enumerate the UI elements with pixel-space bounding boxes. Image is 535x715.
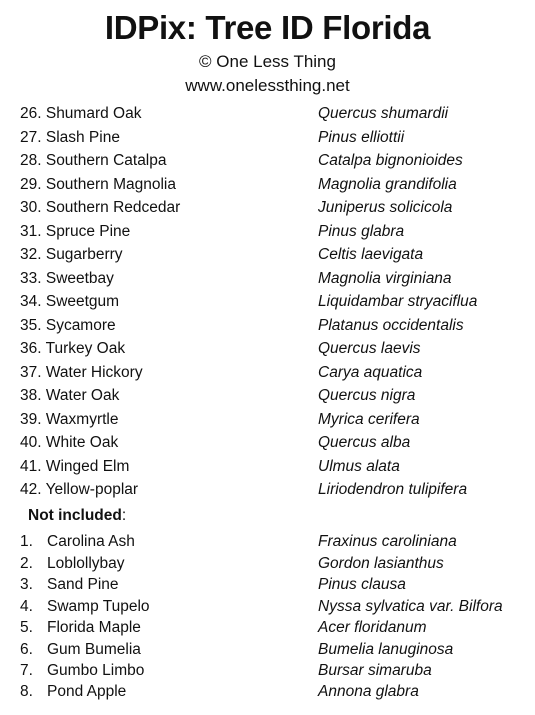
common-name: Gumbo Limbo: [47, 662, 145, 679]
scientific-name: Acer floridanum: [318, 619, 427, 636]
common-name: 34. Sweetgum: [20, 293, 120, 310]
common-name: 40. White Oak: [20, 434, 119, 451]
scientific-name: Pinus clausa: [318, 576, 406, 593]
list-item: [0, 616, 535, 640]
common-name: 33. Sweetbay: [20, 270, 114, 287]
item-number: 4.: [20, 598, 33, 615]
list-item: [0, 680, 535, 704]
common-name: Gum Bumelia: [47, 641, 141, 658]
common-name: Carolina Ash: [47, 533, 135, 550]
common-name: 38. Water Oak: [20, 387, 120, 404]
item-number: 8.: [20, 683, 33, 700]
list-item: [0, 149, 535, 173]
item-number: 2.: [20, 555, 33, 572]
list-item: [0, 530, 535, 554]
scientific-name: Quercus laevis: [318, 340, 421, 357]
scientific-name: Ulmus alata: [318, 458, 400, 475]
website-line: www.onelessthing.net: [185, 76, 350, 95]
list-item: [0, 408, 535, 432]
list-item: [0, 361, 535, 385]
scientific-name: Liriodendron tulipifera: [318, 481, 468, 498]
scientific-name: Quercus shumardii: [318, 105, 449, 122]
common-name: Florida Maple: [47, 619, 141, 636]
list-item: [0, 314, 535, 338]
common-name: 42. Yellow-poplar: [20, 481, 139, 498]
scientific-name: Magnolia grandifolia: [318, 176, 457, 193]
item-number: 3.: [20, 576, 33, 593]
list-item: [0, 243, 535, 267]
scientific-name: Nyssa sylvatica var. Bilfora: [318, 598, 503, 615]
scientific-name: Bumelia lanuginosa: [318, 641, 454, 658]
list-item: [0, 196, 535, 220]
common-name: Loblollybay: [47, 555, 125, 572]
common-name: 30. Southern Redcedar: [20, 199, 181, 216]
common-name: 37. Water Hickory: [20, 364, 143, 381]
list-item: [0, 384, 535, 408]
common-name: 36. Turkey Oak: [20, 340, 126, 357]
common-name: Sand Pine: [47, 576, 119, 593]
scientific-name: Catalpa bignonioides: [318, 152, 463, 169]
common-name: 35. Sycamore: [20, 317, 116, 334]
list-item: [0, 431, 535, 455]
scientific-name: Annona glabra: [318, 683, 419, 700]
scientific-name: Magnolia virginiana: [318, 270, 452, 287]
not-included-heading: Not included:: [28, 507, 127, 524]
common-name: 29. Southern Magnolia: [20, 176, 176, 193]
list-item: [0, 290, 535, 314]
scientific-name: Carya aquatica: [318, 364, 423, 381]
scientific-name: Gordon lasianthus: [318, 555, 444, 572]
page-title: IDPix: Tree ID Florida: [104, 9, 431, 46]
list-item: [0, 267, 535, 291]
scientific-name: Quercus nigra: [318, 387, 416, 404]
scientific-name: Quercus alba: [318, 434, 411, 451]
list-item: [0, 220, 535, 244]
scientific-name: Pinus elliottii: [318, 129, 405, 146]
scientific-name: Bursar simaruba: [318, 662, 432, 679]
common-name: 27. Slash Pine: [20, 129, 120, 146]
scientific-name: Myrica cerifera: [318, 411, 420, 428]
item-number: 7.: [20, 662, 33, 679]
scientific-name: Juniperus solicicola: [318, 199, 453, 216]
copyright-line: © One Less Thing: [199, 52, 336, 71]
scientific-name: Liquidambar stryaciflua: [318, 293, 478, 310]
list-item: [0, 102, 535, 126]
scientific-name: Platanus occidentalis: [318, 317, 464, 334]
common-name: 41. Winged Elm: [20, 458, 130, 475]
common-name: 32. Sugarberry: [20, 246, 123, 263]
list-item: [0, 126, 535, 150]
list-item: [0, 455, 535, 479]
item-number: 6.: [20, 641, 33, 658]
scientific-name: Pinus glabra: [318, 223, 405, 240]
list-item: [0, 337, 535, 361]
scientific-name: Celtis laevigata: [318, 246, 424, 263]
common-name: 31. Spruce Pine: [20, 223, 131, 240]
common-name: Pond Apple: [47, 683, 127, 700]
common-name: 28. Southern Catalpa: [20, 152, 167, 169]
common-name: Swamp Tupelo: [47, 598, 150, 615]
scientific-name: Fraxinus caroliniana: [318, 533, 457, 550]
list-item: [0, 573, 535, 597]
common-name: 39. Waxmyrtle: [20, 411, 119, 428]
item-number: 1.: [20, 533, 33, 550]
item-number: 5.: [20, 619, 33, 636]
list-item: [0, 478, 535, 502]
common-name: 26. Shumard Oak: [20, 105, 142, 122]
list-item: [0, 173, 535, 197]
